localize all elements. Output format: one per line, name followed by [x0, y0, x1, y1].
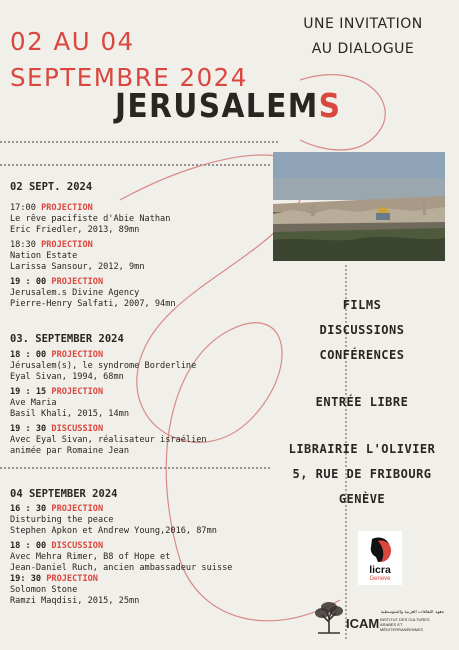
event-kind: PROJECTION — [51, 504, 104, 514]
event-time-line — [10, 541, 232, 552]
event-time-line — [10, 277, 176, 288]
jerusalem-photo — [273, 152, 445, 261]
event-detail: Larissa Sansour, 2012, 9mn — [10, 262, 145, 272]
event-time: 17:00 — [10, 203, 36, 213]
event-detail: Jean-Daniel Ruch, ancien ambassadeur suisse — [10, 563, 233, 573]
date-line-2: SEPTEMBRE 2024 — [10, 63, 248, 92]
venue-name: LIBRAIRIE L'OLIVIER — [288, 442, 436, 456]
event-detail: Eyal Sivan, 1994, 68mn — [10, 372, 124, 382]
event-title — [115, 86, 341, 125]
event-time-line — [10, 424, 207, 435]
event-time-line — [10, 504, 232, 515]
invitation-tagline — [283, 12, 443, 62]
free-entry: ENTRÉE LIBRE — [315, 395, 409, 409]
event-detail: Avec Eyal Sivan, réalisateur israélien — [10, 435, 207, 445]
event-detail: Ave Maria — [10, 398, 57, 408]
event-detail: Jerusalem.s Divine Agency — [10, 288, 140, 298]
olive-tree-icon — [312, 600, 346, 634]
licra-city: Genève — [369, 576, 391, 582]
event-time: 19 : 00 — [10, 277, 47, 287]
event-detail: Basil Khali, 2015, 14mn — [10, 409, 129, 419]
event-kinds — [272, 293, 452, 368]
event-time: 18:30 — [10, 240, 36, 250]
event-time: 16 : 30 — [10, 504, 47, 514]
event-detail: Le rêve pacifiste d'Abie Nathan — [10, 214, 171, 224]
event-time: 19 : 15 — [10, 387, 47, 397]
event-kind: DISCUSSION — [51, 541, 104, 551]
event-time-line — [10, 240, 176, 251]
event-time-line — [10, 387, 207, 398]
licra-name: licra — [369, 564, 391, 576]
event-kind: PROJECTION — [51, 277, 104, 287]
title-accent: S — [318, 86, 342, 125]
event-detail: Nation Estate — [10, 251, 78, 261]
event-kind: PROJECTION — [51, 387, 104, 397]
event-list-day-3 — [10, 504, 232, 607]
date-line-1: 02 AU 04 — [10, 27, 135, 56]
licra-logo — [358, 531, 402, 585]
event-detail: Eric Friedler, 2013, 89mn — [10, 225, 140, 235]
event-kind: PROJECTION — [41, 240, 93, 250]
event-kind: PROJECTION — [51, 350, 104, 360]
event-time: 19: 30 — [10, 574, 42, 584]
day-heading-2: 03. SEPTEMBER 2024 — [10, 333, 124, 345]
icam-name: ICAM — [346, 616, 380, 631]
invite-line-2: AU DIALOGUE — [311, 41, 415, 57]
day-heading-1: 02 SEPT. 2024 — [10, 181, 93, 193]
event-time-line — [10, 350, 207, 361]
event-time: 19 : 30 — [10, 424, 47, 434]
event-detail: Pierre-Henry Salfati, 2007, 94mn — [10, 299, 176, 309]
event-detail: Ramzi Maqdisi, 2015, 25mn — [10, 596, 140, 606]
event-kind: DISCUSSION — [51, 424, 104, 434]
event-detail: Avec Mehra Rimer, B8 of Hope et — [10, 552, 171, 562]
kind-films: FILMS — [342, 298, 382, 312]
event-time: 18 : 00 — [10, 350, 47, 360]
event-time-line — [10, 574, 232, 585]
event-detail: Solomon Stone — [10, 585, 78, 595]
event-list-day-2 — [10, 350, 207, 457]
venue-city: GENÈVE — [338, 492, 386, 506]
day-heading-3: 04 SEPTEMBER 2024 — [10, 488, 118, 500]
invite-line-1: UNE INVITATION — [303, 16, 423, 32]
event-kind: PROJECTION — [41, 203, 93, 213]
event-time: 18 : 00 — [10, 541, 47, 551]
event-detail: Stephen Apkon et Andrew Young,2016, 87mn — [10, 526, 217, 536]
event-detail: animée par Romaine Jean — [10, 446, 129, 456]
icam-arabic: معهد الثقافات العربية والمتوسطية — [380, 610, 444, 615]
venue-street: 5, RUE DE FRIBOURG — [292, 467, 432, 481]
kind-discussions: DISCUSSIONS — [319, 323, 405, 337]
title-main: JERUSALEM — [115, 86, 319, 125]
event-detail: Disturbing the peace — [10, 515, 114, 525]
event-time-line — [10, 203, 176, 214]
venue — [272, 437, 452, 512]
icam-logo — [312, 600, 444, 634]
icam-full: INSTITUT DES CULTURES ARABES ET MÉDITERRANÉENNES — [380, 617, 430, 632]
event-kind: PROJECTION — [46, 574, 98, 584]
event-list-day-1 — [10, 203, 176, 310]
kind-conferences: CONFÉRENCES — [319, 348, 405, 362]
licra-face-icon — [358, 535, 402, 565]
event-detail: Jérusalem(s), le syndrome Borderline — [10, 361, 197, 371]
